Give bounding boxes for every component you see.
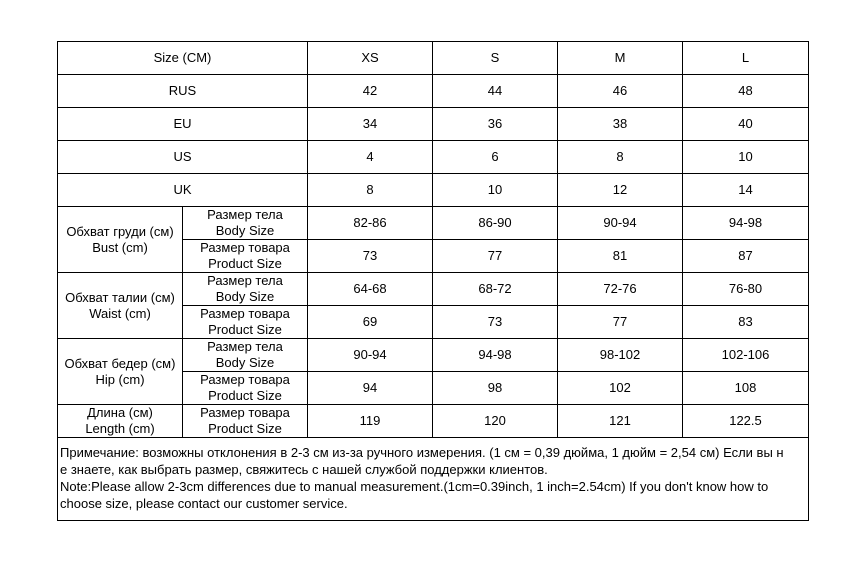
header-size-s: S — [433, 42, 558, 75]
table-row-uk — [58, 174, 809, 207]
table-cell: 90-94 — [558, 207, 683, 240]
table-cell: 102 — [558, 372, 683, 405]
table-cell: 120 — [433, 405, 558, 438]
note-line: Примечание: возможны отклонения в 2-3 см из-за ручного измерения. (1 см = 0,39 дюйма, 1 дюйм = 2,54 см) Если вы н — [60, 445, 784, 460]
measurement-note — [58, 438, 809, 521]
table-cell: 94 — [308, 372, 433, 405]
sub-label-ru: Размер товара — [200, 372, 290, 387]
sub-label-en: Body Size — [215, 289, 275, 304]
table-cell: 64-68 — [308, 273, 433, 306]
sub-label-product-size — [183, 306, 308, 339]
row-label: US — [58, 141, 308, 174]
sub-label-ru: Размер товара — [200, 240, 290, 255]
sub-label-ru: Размер товара — [200, 306, 290, 321]
table-cell: 8 — [308, 174, 433, 207]
header-size-label: Size (CM) — [58, 42, 308, 75]
table-cell: 8 — [558, 141, 683, 174]
table-cell: 76-80 — [683, 273, 809, 306]
sub-label-en: Body Size — [215, 223, 275, 238]
table-cell: 77 — [433, 240, 558, 273]
table-cell: 10 — [433, 174, 558, 207]
sub-label-ru: Размер товара — [200, 405, 290, 420]
sub-label-product-size — [183, 240, 308, 273]
table-cell: 48 — [683, 75, 809, 108]
header-size-xs: XS — [308, 42, 433, 75]
table-cell: 46 — [558, 75, 683, 108]
table-cell: 73 — [308, 240, 433, 273]
table-cell: 72-76 — [558, 273, 683, 306]
table-cell: 81 — [558, 240, 683, 273]
table-cell: 40 — [683, 108, 809, 141]
sub-label-body-size — [183, 273, 308, 306]
table-cell: 122.5 — [683, 405, 809, 438]
table-cell: 102-106 — [683, 339, 809, 372]
note-line: е знаете, как выбрать размер, свяжитесь с нашей службой поддержки клиентов. — [60, 462, 548, 477]
table-cell: 82-86 — [308, 207, 433, 240]
table-row-bust-body — [58, 207, 809, 240]
table-row-rus — [58, 75, 809, 108]
table-cell: 6 — [433, 141, 558, 174]
table-cell: 87 — [683, 240, 809, 273]
header-row — [58, 42, 809, 75]
table-cell: 94-98 — [683, 207, 809, 240]
note-line: Note:Please allow 2-3cm differences due to manual measurement.(1cm=0.39inch, 1 inch=2.54cm) If you don't know how to — [60, 479, 769, 494]
group-label-hip — [58, 339, 183, 405]
group-label-waist — [58, 273, 183, 339]
table-row-waist-body — [58, 273, 809, 306]
sub-label-product-size — [183, 372, 308, 405]
group-label-ru: Обхват груди (см) — [66, 223, 174, 239]
table-cell: 42 — [308, 75, 433, 108]
table-cell: 12 — [558, 174, 683, 207]
table-cell: 36 — [433, 108, 558, 141]
header-size-m: M — [558, 42, 683, 75]
table-row-us — [58, 141, 809, 174]
table-cell: 98 — [433, 372, 558, 405]
table-cell: 69 — [308, 306, 433, 339]
table-cell: 90-94 — [308, 339, 433, 372]
table-cell: 83 — [683, 306, 809, 339]
sub-label-en: Product Size — [208, 421, 282, 436]
table-row-note — [58, 438, 809, 521]
group-label-bust — [58, 207, 183, 273]
group-label-ru: Длина (см) — [87, 405, 153, 420]
table-row-hip-body — [58, 339, 809, 372]
size-chart-table — [57, 41, 809, 521]
table-cell: 86-90 — [433, 207, 558, 240]
table-cell: 10 — [683, 141, 809, 174]
table-cell: 77 — [558, 306, 683, 339]
table-cell: 68-72 — [433, 273, 558, 306]
table-row-eu — [58, 108, 809, 141]
note-line: choose size, please contact our customer service. — [60, 496, 348, 511]
sub-label-en: Product Size — [208, 388, 282, 403]
sub-label-product-size — [183, 405, 308, 438]
group-label-ru: Обхват талии (см) — [65, 289, 175, 305]
table-cell: 14 — [683, 174, 809, 207]
group-label-en: Waist (cm) — [89, 305, 151, 321]
table-row-length — [58, 405, 809, 438]
table-cell: 4 — [308, 141, 433, 174]
group-label-en: Hip (cm) — [95, 371, 145, 387]
group-label-length — [58, 405, 183, 438]
header-size-l: L — [683, 42, 809, 75]
sub-label-body-size — [183, 339, 308, 372]
row-label: RUS — [58, 75, 308, 108]
row-label: UK — [58, 174, 308, 207]
sub-label-en: Product Size — [208, 256, 282, 271]
group-label-ru: Обхват бедер (см) — [64, 355, 176, 371]
table-cell: 121 — [558, 405, 683, 438]
row-label: EU — [58, 108, 308, 141]
sub-label-body-size — [183, 207, 308, 240]
table-cell: 119 — [308, 405, 433, 438]
sub-label-ru: Размер тела — [207, 207, 283, 222]
sub-label-en: Body Size — [215, 355, 275, 370]
sub-label-ru: Размер тела — [207, 273, 283, 288]
group-label-en: Length (cm) — [85, 421, 155, 436]
table-cell: 94-98 — [433, 339, 558, 372]
table-cell: 38 — [558, 108, 683, 141]
table-cell: 34 — [308, 108, 433, 141]
table-cell: 98-102 — [558, 339, 683, 372]
table-cell: 44 — [433, 75, 558, 108]
sub-label-en: Product Size — [208, 322, 282, 337]
sub-label-ru: Размер тела — [207, 339, 283, 354]
group-label-en: Bust (cm) — [92, 239, 148, 255]
table-cell: 73 — [433, 306, 558, 339]
table-cell: 108 — [683, 372, 809, 405]
